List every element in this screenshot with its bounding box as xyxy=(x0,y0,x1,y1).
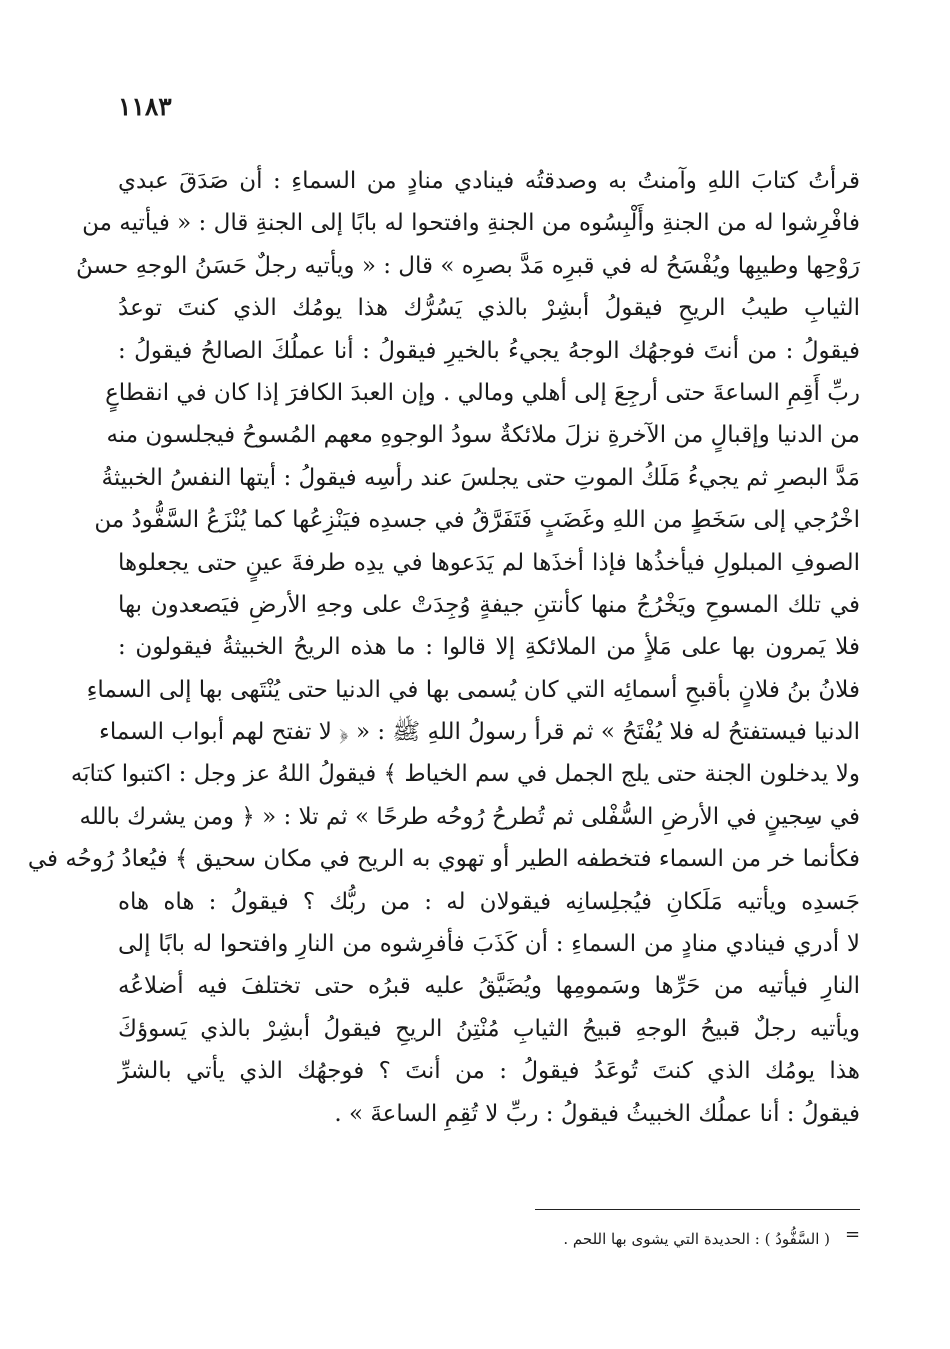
text-line: في تلك المسوحِ ويَخْرُجُ منها كأنتنِ جيفةٍ وُجِدَتْ على وجهِ الأرضِ فيَصعدون بها xyxy=(118,591,860,618)
text-line: الثيابِ طيبُ الريحِ فيقولُ أبشِرْ بالذي يَسُرُّك هذا يومُك الذي كنتَ توعدُ xyxy=(118,295,860,322)
text-line: اخْرُجي إلى سَخَطٍ من اللهِ وغَضَبٍ فَتَفَرَّقُ في جسدِه فيَنْزِعُها كما يُنْزَعُ السَّفُّودُ من xyxy=(94,507,860,534)
text-line: الدنيا فيستفتحُ له فلا يُفْتَحُ » ثم قرأ رسولُ اللهِ ﷺ : « ﴿ لا تفتح لهم أبواب السماء xyxy=(99,719,860,746)
body-text xyxy=(27,160,860,1135)
text-line: قرأتُ كتابَ اللهِ وآمنتُ به وصدقتُه فينادي منادٍ من السماءِ : أن صَدَقَ عبدي xyxy=(118,168,860,194)
text-line: الصوفِ المبلولِ فيأخذُها فإذا أخذَها لم يَدَعوها في يدِه طرفةَ عينٍ حتى يجعلوها xyxy=(118,549,860,576)
text-line: فيقولُ : أنا عملُك الخبيثُ فيقولُ : ربِّ لا تُقِمِ الساعةَ » . xyxy=(334,1100,860,1127)
text-line: في سِجينٍ في الأرضِ السُّفْلى ثم تُطرحُ رُوحُه طرحًا » ثم تلا : « ﴿ ومن يشرك بالله xyxy=(79,803,860,830)
text-line: النارِ فيأتيه من حَرِّها وسَمومِها ويُضَيَّقُ عليه قبرُه حتى تختلفَ فيه أضلاعُه xyxy=(118,973,860,1000)
text-line: من الدنيا وإقبالٍ من الآخرةِ نزلَ ملائكةٌ سودُ الوجوهِ معهم المُسوحُ فيجلسون منه xyxy=(106,422,860,449)
footnote-text: ( السَّفُّودُ ) : الحديدة التي يشوى بها اللحم . xyxy=(563,1230,830,1248)
text-line: ربِّ أَقِمِ الساعةَ حتى أرجِعَ إلى أهلي ومالي . وإن العبدَ الكافرَ إذا كان في انقطاعٍ xyxy=(105,379,860,406)
text-line: هذا يومُك الذي كنتَ تُوعَدُ فيقولُ : من أنتَ ؟ فوجهُك الذي يأتي بالشرِّ xyxy=(118,1058,860,1085)
text-line: لا أدري فينادي منادٍ من السماءِ : أن كَذَبَ فأفرِشوه من النارِ وافتحوا له بابًا إلى xyxy=(118,931,860,958)
text-line: مَدَّ البصرِ ثم يجيءُ مَلَكُ الموتِ حتى يجلسَ عند رأسِه فيقولُ : أيتها النفسُ الخبيثةُ xyxy=(101,464,860,491)
page-number: ١١٨٣ xyxy=(118,92,172,121)
text-line: ويأتيه رجلٌ قبيحُ الوجهِ قبيحُ الثيابِ مُنْتِنُ الريحِ فيقولُ أبشِرْ بالذي يَسوؤكَ xyxy=(118,1015,860,1042)
text-line: جَسدِه ويأتيه مَلَكانِ فيُجلِسانِه فيقولان له : من ربُّك ؟ فيقولُ : هاه هاه xyxy=(118,888,860,915)
text-line: فلانُ بنُ فلانٍ بأقبحِ أسمائِه التي كان يُسمى بها في الدنيا حتى يُنْتَهى بها إلى السماءِ xyxy=(86,676,860,703)
text-line: ولا يدخلون الجنة حتى يلج الجمل في سم الخياط ﴾ فيقولُ اللهُ عز وجل : اكتبوا كتابَه xyxy=(70,761,860,788)
text-line: رَوْحِها وطيبِها ويُفْسَحُ له في قبرِه مَدَّ بصرِه » قال : « ويأتيه رجلٌ حَسَنُ الوجهِ حسنُ xyxy=(76,252,860,279)
text-line: فكأنما خر من السماء فتخطفه الطير أو تهوي به الريح في مكان سحيق ﴾ فيُعادُ رُوحُه في xyxy=(27,846,860,873)
text-line: فلا يَمرون بها على مَلأٍ من الملائكةِ إلا قالوا : ما هذه الريحُ الخبيثةُ فيقولون : xyxy=(118,634,860,661)
text-line: فيقولُ : من أنتَ فوجهُك الوجهُ يجيءُ بالخيرِ فيقولُ : أنا عملُكَ الصالحُ فيقولُ : xyxy=(118,337,860,364)
footnote-marker: = xyxy=(845,1224,861,1245)
footnote-divider xyxy=(535,1209,860,1210)
text-line: فافْرِشوا له من الجنةِ وأَلْبِسُوه من الجنةِ وافتحوا له بابًا إلى الجنةِ قال : « فيأتيه من xyxy=(82,210,860,237)
